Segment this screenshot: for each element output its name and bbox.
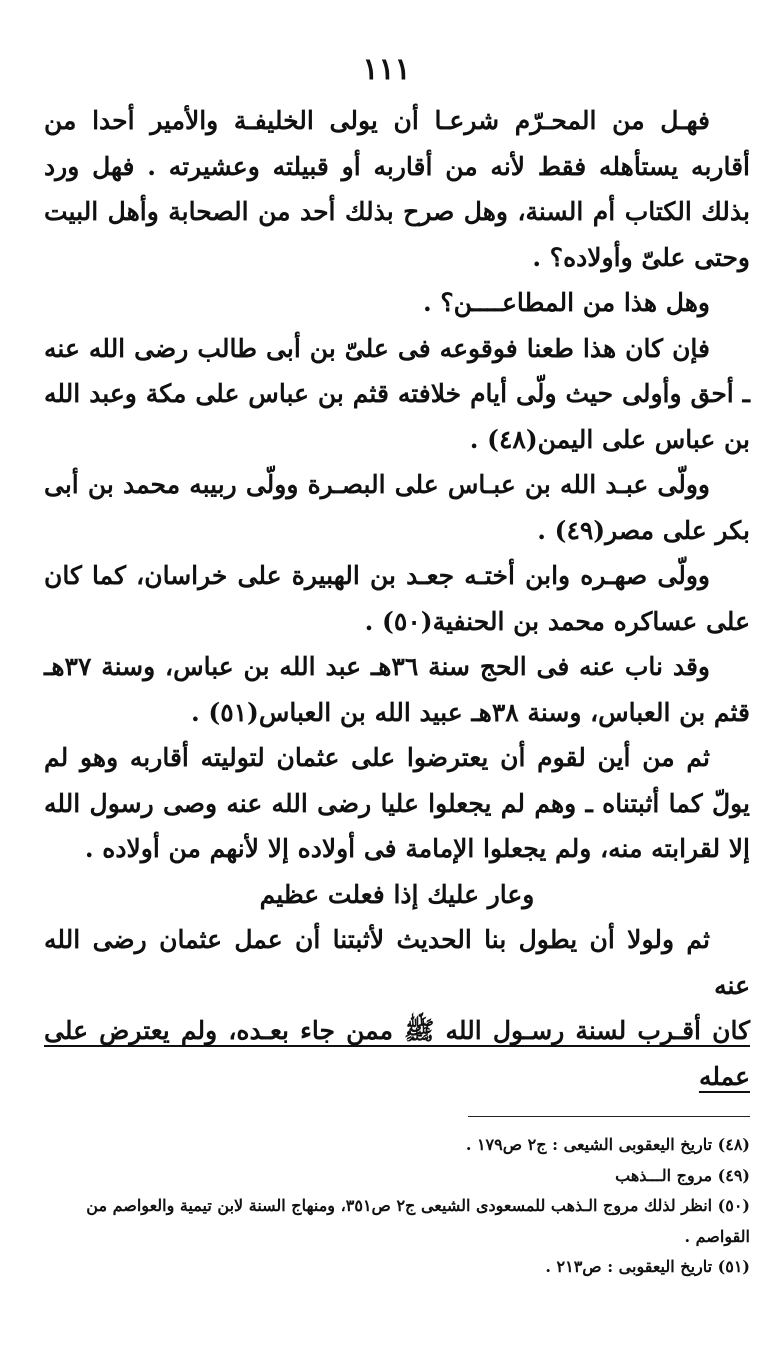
footnotes xyxy=(40,1130,750,1283)
footnote-50: (٥٠) انظر لذلك مروج الـذهب للمسعودى الشيعى ج٢ ص٣٥١، ومنهاج السنة لابن تيمية والعواصم من القواصم . xyxy=(86,1196,750,1246)
paragraph-uthman-objection: ثم من أين لقوم أن يعترضوا على عثمان لتوليته أقاربه وهو لم يولّ كما أثبتناه ـ وهم لم يجعلوا عليا رضى الله عنه وصى رسول الله إلا لقرابته منه، ولم يجعلوا الإمامة فى أولاده إلا لأنهم من أولاده . xyxy=(44,743,750,863)
footnote-49: (٤٩) مروج الـــذهب xyxy=(615,1165,750,1185)
paragraph-basra-egypt: وولّى عبـد الله بن عبـاس على البصـرة وولّى ربيبه محمد بن أبى بكر على مصر(٤٩) . xyxy=(44,470,750,545)
verse-line: وعار عليك إذا فعلت عظيم xyxy=(259,879,535,909)
paragraph-khorasan: وولّى صهـره وابن أختـه جعـد بن الهبيرة على خراسان، كما كان على عساكره محمد بن الحنفية(٥٠) . xyxy=(44,561,750,636)
footnote-51: (٥١) تاريخ اليعقوبى : ص٢١٣ . xyxy=(545,1257,750,1276)
page-number: ١١١ xyxy=(362,52,411,87)
footnote-divider xyxy=(468,1116,750,1117)
paragraph-is-this-a-criticism: وهل هذا من المطاعــــن؟ . xyxy=(422,288,710,317)
paragraph-closing: ثم ولولا أن يطول بنا الحديث لأثبتنا أن عمل عثمان رضى الله عنه xyxy=(44,925,750,1000)
paragraph-question-appointing-relatives: فهـل من المحـرّم شرعـا أن يولى الخليفـة والأمير أحدا من أقاربه يستأهله فقط لأنه من أقاربه أو قبيلته وعشيرته . فهل ورد بذلك الكتاب أم السنة، وهل صرح بذلك أحد من الصحابة وأهل البيت وحتى علىّ وأولاده؟ . xyxy=(44,106,750,272)
paragraph-ali-appointments: فإن كان هذا طعنا فوقوعه فى علىّ بن أبى طالب رضى الله عنه ـ أحق وأولى حيث ولّى أيام خلافته قثم بن عباس على مكة وعبد الله بن عباس على اليمن(٤٨) . xyxy=(44,333,750,454)
main-text xyxy=(44,98,750,1099)
paragraph-closing-last-line: كان أقـرب لسنة رسـول الله ﷺ ممن جاء بعـده، ولم يعترض على عمله xyxy=(44,1016,750,1091)
footnote-48: (٤٨) تاريخ اليعقوبى الشيعى : ج٢ ص١٧٩ . xyxy=(465,1135,750,1154)
paragraph-hajj-deputies: وقد ناب عنه فى الحج سنة ٣٦هـ عبد الله بن عباس، وسنة ٣٧هـ قثم بن العباس، وسنة ٣٨هـ عبيد الله بن العباس(٥١) . xyxy=(44,652,750,727)
